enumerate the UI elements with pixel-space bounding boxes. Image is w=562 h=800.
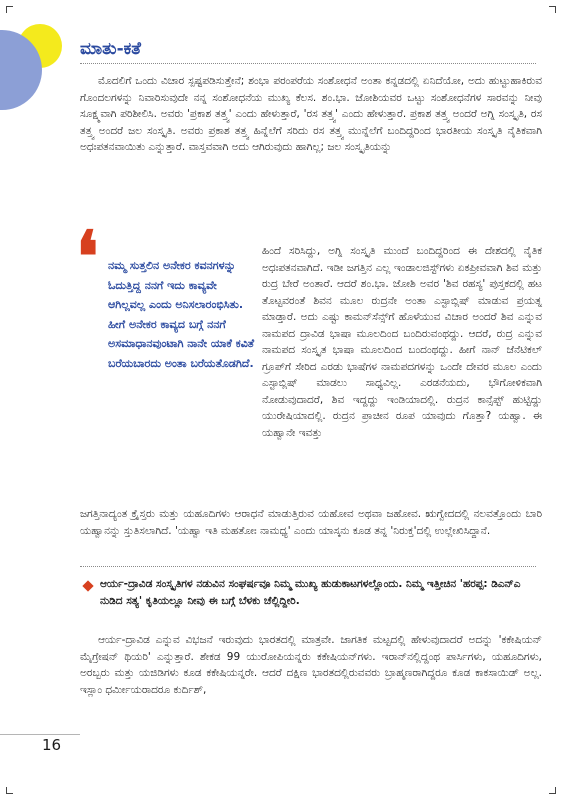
interview-question: ಆರ್ಯ-ದ್ರಾವಿಡ ಸಂಸ್ಕೃತಿಗಳ ನಡುವಿನ ಸಂಘರ್ಷವೂ ನಿಮ್ಮ ಮುಖ್ಯ ಹುಡುಕಾಟಗಳಲ್ಲೊಂದು. ನಿಮ್ಮ ಇತ್ತೀಚಿನ 'ಹರಪ್ಪ: ಡಿಎನ್‌ಎ ನುಡಿದ ಸತ್ಯ' ಕೃತಿಯಲ್ಲೂ ನೀವು ಈ ಬಗ್ಗೆ ಬೆಳಕು ಚೆಲ್ಲಿದ್ದೀರಿ. (100, 578, 521, 607)
title-divider (80, 63, 536, 64)
pullquote: ನಮ್ಮ ಸುತ್ತಲಿನ ಅನೇಕರ ಕವನಗಳನ್ನು ಓದುತ್ತಿದ್ದ ನನಗೆ ಇದು ಕಾವ್ಯವೇ ಆಗಿಲ್ಲವಲ್ಲ ಎಂದು ಅನಿಸಲಾರಂಭಿಸಿತು. ಹೀಗೆ ಅನೇಕರ ಕಾವ್ಯದ ಬಗ್ಗೆ ನನಗೆ ಅಸಮಾಧಾನವುಂಟಾಗಿ ನಾನೇ ಯಾಕೆ ಕವಿತೆ ಬರೆಯಬಾರದು ಅಂತಾ ಬರೆಯತೊಡಗಿದೆ. (108, 259, 255, 370)
section-title: ಮಾತು-ಕತೆ (80, 39, 141, 59)
page-number: 16 (42, 736, 62, 754)
body-paragraph-2-continued: ಜಗತ್ತಿನಾದ್ಯಂತ ಕ್ರೈಸ್ತರು ಮತ್ತು ಯಹೂದಿಗಳು ಆರಾಧನೆ ಮಾಡುತ್ತಿರುವ ಯಹೋವ ಅಥವಾ ಜಹೋವ. ಋಗ್ವೇದದಲ್ಲಿ ನಲವತ್ತೊಂದು ಬಾರಿ ಯಹ್ವಾನನ್ನು ಸ್ತುತಿಸಲಾಗಿದೆ. 'ಯಹ್ವಾ ಇತಿ ಮಹತೋಃ ನಾಮಧ್ಯ' ಎಂದು ಯಾಸ್ಕನು ಕೂಡ ತನ್ನ 'ನಿರುಕ್ತ'ದಲ್ಲಿ ಉಲ್ಲೇಖಿಸಿದ್ದಾನೆ. (80, 508, 542, 537)
quote-mark-icon: ❛ (76, 215, 99, 298)
crop-mark-top-right (549, 6, 556, 13)
body-paragraph-3: ಆರ್ಯ-ದ್ರಾವಿಡ ಎನ್ನುವ ವಿಭಜನೆ ಇರುವುದು ಭಾರತದಲ್ಲಿ ಮಾತ್ರವೇ. ಜಾಗತಿಕ ಮಟ್ಟದಲ್ಲಿ ಹೇಳುವುದಾದರೆ ಅದನ್ನು 'ಕಕೇಷಿಯನ್ ಮೈಗ್ರೇಷನ್ ಥಿಯರಿ' ಎನ್ನುತ್ತಾರೆ. ಶೇಕಡ 99 ಯುರೋಪಿಯನ್ನರು ಕಕೇಷಿಯನ್‌ಗಳು. ಇರಾನ್‌ನಲ್ಲಿದ್ದಂಥ ಪಾರ್ಸಿಗಳು, ಯಹೂದಿಗಳು, ಅರಬ್ಬರು ಮತ್ತು ಯಜಿಡಿಗಳು ಕೂಡ ಕಕೇಷಿಯನ್ನರೇ. ಆದರೆ ದಕ್ಷಿಣ ಭಾರತದಲ್ಲಿರುವವರು ಬ್ರಾಹ್ಮಣರಾಗಿದ್ದರೂ ಕೂಡ ಕಾಕಸಾಯಿಡ್ ಅಲ್ಲ. ಇಸ್ಲಾಂ ಧರ್ಮೀಯರಾದರೂ ಕುರ್ದಿಶ್, (80, 634, 542, 696)
section-divider (80, 566, 536, 567)
footer-divider (0, 734, 80, 735)
body-paragraph-2: ಹಿಂದೆ ಸರಿಸಿದ್ದು, ಅಗ್ನಿ ಸಂಸ್ಕೃತಿ ಮುಂದೆ ಬಂದಿದ್ದರಿಂದ ಈ ದೇಶದಲ್ಲಿ ನೈತಿಕ ಅಧಃಪತನವಾಗಿದೆ. ಇಡೀ ಜಗತ್ತಿನ ಎಲ್ಲ ಇಂಡಾಲಜಿಸ್ಟ್‌ಗಳು ಏಕಪ್ರೀವವಾಗಿ ಶಿವ ಮತ್ತು ರುದ್ರ ಬೇರೆ ಅಂತಾರೆ. ಆದರೆ ಶಂ.ಭಾ. ಜೋಶಿ ಅವರ 'ಶಿವ ರಹಸ್ಯ' ಪುಸ್ತಕದಲ್ಲಿ ಹಟ ತೊಟ್ಟವರಂತೆ ಶಿವನ ಮೂಲ ರುದ್ರನೇ ಅಂತಾ ಎಸ್ಟಾಬ್ಲಿಷ್ ಮಾಡುವ ಪ್ರಯತ್ನ ಮಾಡ್ತಾರೆ. ಅದು ಎಷ್ಟು ಕಾಮನ್‌ಸೆನ್ಸ್‌ಗೆ ಹೊಳೆಯುವ ವಿಚಾರ ಅಂದರೆ ಶಿವ ಎನ್ನುವ ನಾಮಪದ ದ್ರಾವಿಡ ಭಾಷಾ ಮೂಲದಿಂದ ಬಂದಿರುವಂಥದ್ದು. ಆದರೆ, ರುದ್ರ ಎನ್ನುವ ನಾಮಪದ ಸಂಸ್ಕೃತ ಭಾಷಾ ಮೂಲದಿಂದ ಬಂದಂಥದ್ದು. ಹೀಗೆ ನಾನ್ ಜೆನೆಟಿಕಲ್ ಗ್ರೂಪ್‌ಗೆ ಸೇರಿದ ಎರಡು ಭಾಷೆಗಳ ನಾಮಪದಗಳನ್ನು ಒಂದೇ ದೇವರ ಮೂಲ ಎಂದು ಎಸ್ಟಾಬ್ಲಿಷ್ ಮಾಡಲು ಸಾಧ್ಯವಿಲ್ಲ. ಎರಡನೆಯದು, ಭೌಗೋಳಿಕವಾಗಿ ನೋಡುವುದಾದರೆ, ಶಿವ ಇದ್ದದ್ದು ಇಂಡಿಯಾದಲ್ಲಿ. ರುದ್ರನ ಕಾನ್ಸೆಪ್ಟ್ ಹುಟ್ಟಿದ್ದು ಯುರೇಷಿಯಾದಲ್ಲಿ. ರುದ್ರನ ಪ್ರಾಚೀನ ರೂಪ ಯಾವುದು ಗೊತ್ತಾ? ಯಹ್ವಾ. ಈ ಯಹ್ವಾನೇ ಇವತ್ತು (262, 245, 542, 439)
diamond-bullet-icon (82, 580, 93, 591)
crop-mark-bottom-left (6, 787, 13, 794)
body-paragraph-1: ಮೊದಲಿಗೆ ಒಂದು ವಿಚಾರ ಸ್ಪಷ್ಟಪಡಿಸುತ್ತೇನೆ; ಶಂಭಾ ಪರಂಪರೆಯ ಸಂಶೋಧನೆ ಅಂತಾ ಕನ್ನಡದಲ್ಲಿ ಏನಿದೆಯೋ, ಅದು ಹುಟ್ಟುಹಾಕಿರುವ ಗೊಂದಲಗಳನ್ನು ನಿವಾರಿಸುವುದೇ ನನ್ನ ಸಂಶೋಧನೆಯ ಮುಖ್ಯ ಕೆಲಸ. ಶಂ.ಭಾ. ಜೋಶಿಯವರ ಒಟ್ಟು ಸಂಶೋಧನೆಗಳ ಸಾರವನ್ನು ನೀವು ಸೂಕ್ಷ್ಮವಾಗಿ ಪರಿಶೀಲಿಸಿ. ಅವರು 'ಪ್ರಕಾಶ ತತ್ತ್ವ' ಎಂದು ಹೇಳುತ್ತಾರೆ, 'ರಸ ತತ್ತ್ವ' ಎಂದು ಹೇಳುತ್ತಾರೆ. ಪ್ರಕಾಶ ತತ್ತ್ವ ಅಂದರೆ ಅಗ್ನಿ ಸಂಸ್ಕೃತಿ, ರಸ ತತ್ತ್ವ ಅಂದರೆ ಜಲ ಸಂಸ್ಕೃತಿ. ಅವರು ಪ್ರಕಾಶ ತತ್ತ್ವ ಹಿನ್ನೆಲೆಗೆ ಸರಿದು ರಸ ತತ್ತ್ವ ಮುನ್ನೆಲೆಗೆ ಬಂದಿದ್ದರಿಂದ ಭಾರತೀಯ ಸಂಸ್ಕೃತಿ ನೈತಿಕವಾಗಿ ಅಧಃಪತನವಾಯಿತು ಎನ್ನುತ್ತಾರೆ. ವಾಸ್ತವವಾಗಿ ಅದು ಆಗಿರುವುದು ಹಾಗಿಲ್ಲ; ಜಲ ಸಂಸ್ಕೃತಿಯನ್ನು (80, 75, 542, 153)
crop-mark-bottom-right (549, 787, 556, 794)
crop-mark-top-left (6, 6, 13, 13)
